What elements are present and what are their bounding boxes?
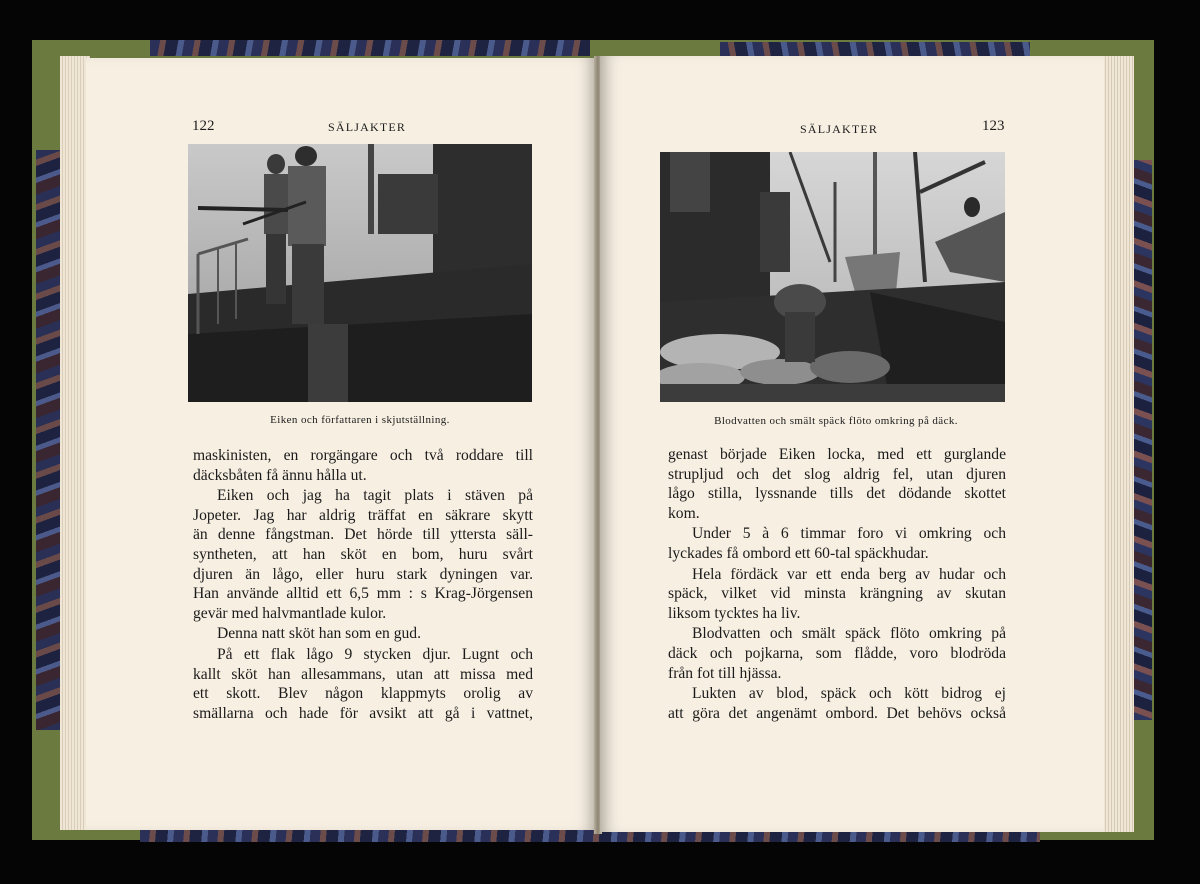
text-line: späck, vilket vid minsta krängning av skutan <box>668 585 1006 603</box>
text-line: lågo stilla, lyssnande tills det dödande skottet <box>668 485 1006 503</box>
text-line: På ett flak lågo 9 stycken djur. Lugnt och <box>217 645 533 663</box>
text-line: Hela fördäck var ett enda berg av hudar och <box>692 565 1006 583</box>
left-page <box>86 58 596 830</box>
running-head-right: SÄLJAKTER <box>800 122 879 136</box>
text-line: ett skott. Blev någon klappmyts orolig av <box>193 685 533 703</box>
text-line: att göra det angenämt ombord. Det behövs också <box>668 704 1006 722</box>
text-line: kom. <box>668 504 700 522</box>
text-line: smällarna och hade för avsikt att gå i vattnet, <box>193 704 533 722</box>
text-line: Under 5 à 6 timmar foro vi omkring och <box>692 525 1006 543</box>
marbled-endpaper-left <box>36 150 60 730</box>
page-number-right: 123 <box>982 118 1005 134</box>
photo-hunters-aiming <box>188 144 532 402</box>
body-text-left <box>193 446 533 723</box>
text-line: däcksbåten få ännu hålla ut. <box>193 466 367 484</box>
text-line: däck och pojkarna, som flådde, voro blodröda <box>668 644 1006 662</box>
right-page <box>600 56 1104 832</box>
photo-deck-image <box>660 152 1005 402</box>
text-line: genast började Eiken locka, med ett gurglande <box>668 446 1006 463</box>
text-line: Denna natt sköt han som en gud. <box>217 625 421 643</box>
running-head-left: SÄLJAKTER <box>328 120 407 134</box>
text-line: strupljud och det slog aldrig fel, utan djuren <box>668 465 1006 483</box>
page-number-left: 122 <box>192 118 215 134</box>
text-line: liksom tycktes ha liv. <box>668 604 801 622</box>
text-line: Han använde alltid ett 6,5 mm : s Krag-Jörgensen <box>193 585 533 603</box>
text-line: gevär med halvmantlade kulor. <box>193 604 387 622</box>
text-line: Blodvatten och smält späck flöto omkring på <box>692 625 1006 643</box>
photo-caption-right: Blodvatten och smält späck flöto omkring på däck. <box>714 415 958 427</box>
photo-caption-left: Eiken och författaren i skjutställning. <box>270 414 450 426</box>
text-line: Eiken och jag ha tagit plats i stäven på <box>217 487 533 505</box>
page-stack-right <box>1100 56 1134 832</box>
text-line: Jopeter. Jag har aldrig träffat en säkrare skytt <box>193 506 533 524</box>
text-line: kallt sköt han allesammans, utan att missa med <box>193 665 533 683</box>
text-line: från fot till hjässa. <box>668 664 782 682</box>
marbled-edge-top-right <box>720 42 1030 56</box>
text-line: syntheten, att han sköt en bom, huru svårt <box>193 545 533 563</box>
photo-hunters-aiming-image <box>188 144 532 402</box>
text-line: maskinisten, en rorgängare och två roddare till <box>193 447 533 464</box>
text-line: Lukten av blod, späck och kött bidrog ej <box>692 685 1006 703</box>
text-line: lyckades få ombord ett 60-tal späckhudar. <box>668 544 929 562</box>
photo-deck-with-seal-skins <box>660 152 1005 402</box>
text-line: än denne fångstman. Det hörde till yttersta säll- <box>193 526 533 544</box>
body-text-right <box>668 445 1006 723</box>
text-line: djuren än lågo, eller huru stark dyningen var. <box>193 565 533 583</box>
marbled-edge-top-left <box>150 40 590 56</box>
marbled-endpaper-right <box>1132 160 1152 720</box>
